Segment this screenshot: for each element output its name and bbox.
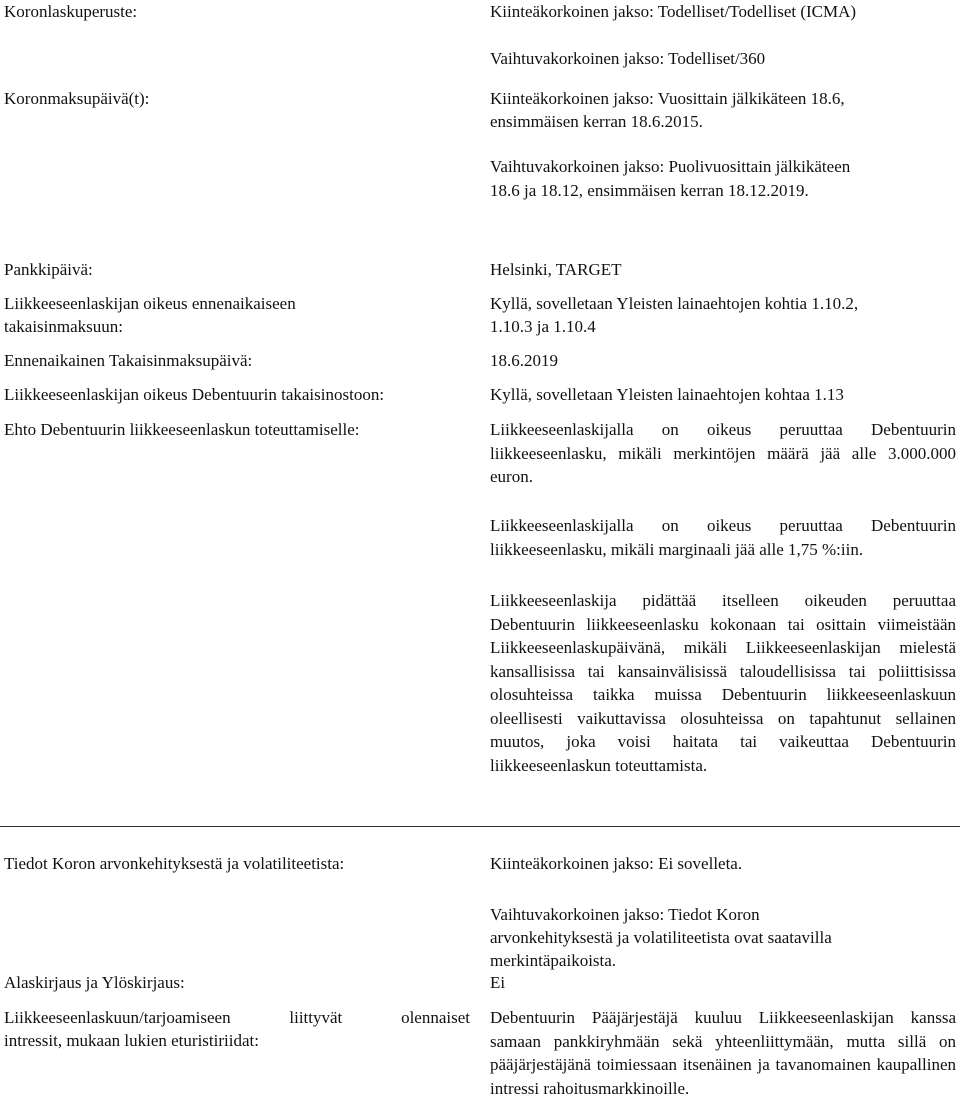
- banking-day-value: Helsinki, TARGET: [490, 260, 622, 279]
- interest-basis-floating: Vaihtuvakorkoinen jakso: Todelliset/360: [490, 49, 766, 68]
- interests-value: Debentuurin Pääjärjestäjä kuuluu Liikkeeseenlaskijan kanssa samaan pankkiryhmään sekä yhteenliittymään, mutta sillä on pääjärjestäjänä toimiessaan itsenäinen ja tavanomainen kaupallinen intressi rahoitusmarkkinoille.: [490, 1008, 956, 1098]
- volatility-fixed: Kiinteäkorkoinen jakso: Ei sovelleta.: [490, 854, 743, 873]
- rounding-label: Alaskirjaus ja Ylöskirjaus:: [4, 973, 185, 992]
- condition-label: Ehto Debentuurin liikkeeseenlaskun toteuttamiselle:: [4, 420, 360, 439]
- interest-basis-fixed: Kiinteäkorkoinen jakso: Todelliset/Todelliset (ICMA): [490, 2, 857, 21]
- buyback-value: Kyllä, sovelletaan Yleisten lainaehtojen kohtaa 1.13: [490, 385, 844, 404]
- early-redemption-date-value: 18.6.2019: [490, 351, 558, 370]
- condition-paragraph-3: Liikkeeseenlaskija pidättää itselleen oikeuden peruuttaa Debentuurin liikkeeseenlasku kokonaan tai osittain viimeistään Liikkeeseenlaskupäivänä, mikäli Liikkeeseenlaskijan mielestä kansallisissa tai kansainvälisissä taloudellisissa tai poliittisissa olosuhteissa taikka muissa Debentuurin liikkeeseenlaskuun oleellisesti vaikuttavissa olosuhteissa on tapahtunut sellainen muutos, joka voisi haitata tai vaikeuttaa Debentuurin liikkeeseenlaskun toteuttamista.: [490, 591, 956, 775]
- interests-label-word3: olennaiset: [401, 1008, 470, 1027]
- banking-day-label: Pankkipäivä:: [4, 260, 93, 279]
- interest-payment-floating-line2: 18.6 ja 18.12, ensimmäisen kerran 18.12.2019.: [490, 181, 809, 200]
- interest-basis-label: Koronlaskuperuste:: [4, 2, 138, 21]
- volatility-floating-line1: Vaihtuvakorkoinen jakso: Tiedot Koron: [490, 905, 760, 924]
- early-redemption-date-label: Ennenaikainen Takaisinmaksupäivä:: [4, 351, 253, 370]
- condition-paragraph-2: Liikkeeseenlaskijalla on oikeus peruuttaa Debentuurin liikkeeseenlasku, mikäli marginaali jää alle 1,75 %:iin.: [490, 516, 956, 559]
- interests-label-word2: liittyvät: [289, 1008, 343, 1027]
- rounding-value: Ei: [490, 973, 506, 992]
- interests-label-line1: [4, 1006, 470, 1030]
- buyback-label: Liikkeeseenlaskijan oikeus Debentuurin takaisinostoon:: [4, 385, 385, 404]
- interest-payment-fixed-line1: Kiinteäkorkoinen jakso: Vuosittain jälkikäteen 18.6,: [490, 89, 845, 108]
- interests-label-line2: intressit, mukaan lukien eturistiriidat:: [4, 1031, 259, 1050]
- early-redemption-label-line1: Liikkeeseenlaskijan oikeus ennenaikaiseen: [4, 294, 296, 313]
- interest-payment-fixed-line2: ensimmäisen kerran 18.6.2015.: [490, 112, 703, 131]
- section-divider: [0, 826, 960, 827]
- interest-payment-label: Koronmaksupäivä(t):: [4, 89, 150, 108]
- early-redemption-label-line2: takaisinmaksuun:: [4, 317, 123, 336]
- early-redemption-value-line2: 1.10.3 ja 1.10.4: [490, 317, 596, 336]
- condition-paragraph-1: Liikkeeseenlaskijalla on oikeus peruuttaa Debentuurin liikkeeseenlasku, mikäli merkintöjen määrä jää alle 3.000.000 euron.: [490, 420, 956, 486]
- interests-label-word1: Liikkeeseenlaskuun/tarjoamiseen: [4, 1008, 231, 1027]
- volatility-floating-line3: merkintäpaikoista.: [490, 951, 617, 970]
- interest-payment-floating-line1: Vaihtuvakorkoinen jakso: Puolivuosittain jälkikäteen: [490, 157, 851, 176]
- early-redemption-value-line1: Kyllä, sovelletaan Yleisten lainaehtojen kohtia 1.10.2,: [490, 294, 859, 313]
- volatility-label: Tiedot Koron arvonkehityksestä ja volatiliteetista:: [4, 854, 345, 873]
- volatility-floating-line2: arvonkehityksestä ja volatiliteetista ovat saatavilla: [490, 928, 832, 947]
